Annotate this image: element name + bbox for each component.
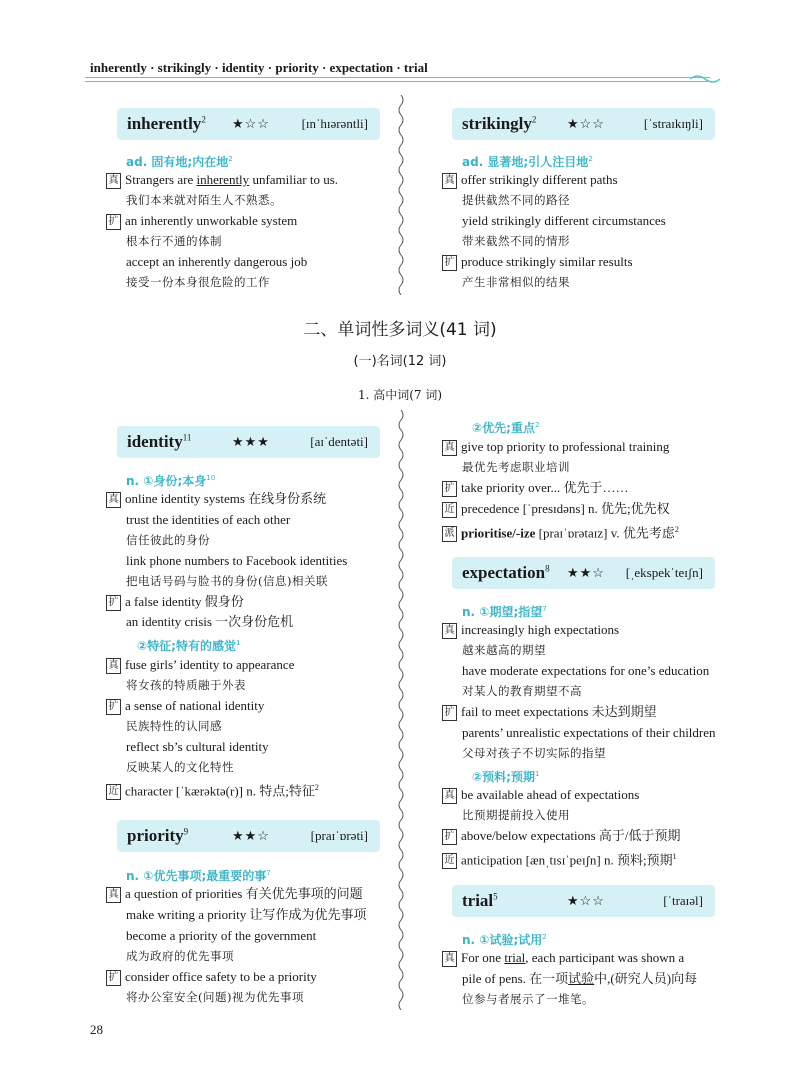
headword: inherently$^2$	[127, 114, 206, 133]
page-number: 28	[90, 1022, 103, 1037]
tag-icon: 扩	[106, 595, 121, 611]
tag-icon: 真	[442, 788, 457, 804]
translation-line: 对某人的教育期望不高	[462, 684, 582, 698]
translation-line: 比预期提前投入使用	[462, 808, 570, 822]
synonym-line: 近 character [ˈkærəktə(r)] n. 特点;特征$^2$	[106, 779, 319, 800]
tag-icon: 扩	[106, 214, 121, 230]
synonym-line: 近 precedence [ˈpresɪdəns] n. 优先;优先权	[442, 500, 670, 518]
tag-icon: 真	[442, 173, 457, 189]
phonetic: [praɪˈɒrəti]	[310, 828, 368, 843]
example-line: 扩 produce strikingly similar results	[442, 253, 633, 271]
phonetic: [ɪnˈhɪərəntli]	[301, 116, 368, 131]
phonetic: [ˈstraɪkɪŋli]	[643, 116, 703, 131]
tag-icon: 真	[106, 887, 121, 903]
tag-icon: 真	[106, 492, 121, 508]
translation-line: 带来截然不同的情形	[462, 234, 570, 248]
entry-card-priority	[117, 820, 380, 852]
column-divider	[397, 95, 405, 295]
tag-icon: 扩	[442, 481, 457, 497]
phonetic: [ˈtraɪəl]	[663, 893, 703, 908]
example-line: 扩 consider office safety to be a priority	[106, 968, 317, 986]
tag-icon: 近	[442, 502, 457, 518]
column-divider-lower	[397, 410, 405, 1010]
translation-line: 反映某人的文化特性	[126, 760, 234, 774]
sense-label: ad. 显著地;引人注目地$^2$	[462, 155, 593, 169]
tag-icon: 真	[442, 951, 457, 967]
tag-icon: 扩	[106, 970, 121, 986]
synonym-line: 近 anticipation [ænˌtɪsɪˈpeɪʃn] n. 预料;预期$^1$	[442, 848, 677, 869]
example-line: become a priority of the government	[126, 928, 317, 943]
tag-icon: 派	[442, 526, 457, 542]
example-line: 真 be available ahead of expectations	[442, 786, 639, 804]
headword: priority$^9$	[127, 826, 189, 845]
sense-label: n. ①试验;试用$^2$	[462, 933, 547, 947]
section-title: 二、单词性多词义(41 词)	[303, 320, 497, 340]
translation-line: 根本行不通的体制	[126, 234, 222, 248]
tag-icon: 扩	[442, 705, 457, 721]
example-line: 扩 take priority over... 优先于……	[442, 479, 629, 497]
sense-label: ②预料;预期$^1$	[472, 770, 540, 784]
example-line: parents’ unrealistic expectations of their children	[462, 725, 716, 740]
headword: trial$^5$	[462, 891, 498, 910]
sense-label: ②优先;重点$^2$	[472, 421, 540, 435]
frequency-stars: ★★☆	[567, 565, 605, 580]
translation-line: 位参与者展示了一堆笔。	[462, 992, 594, 1006]
translation-line: 民族特性的认同感	[126, 719, 222, 733]
example-line: 真 a question of priorities 有关优先事项的问题	[106, 885, 363, 903]
translation-line: 产生非常相似的结果	[462, 275, 570, 289]
sense-label: ②特征;特有的感觉$^1$	[137, 639, 241, 653]
translation-line: 越来越高的期望	[462, 643, 546, 657]
headword: identity$^{11}$	[127, 432, 192, 451]
frequency-stars: ★★★	[232, 434, 270, 449]
translation-line: 把电话号码与脸书的身份(信息)相关联	[126, 574, 328, 588]
example-line: 扩 above/below expectations 高于/低于预期	[442, 827, 681, 845]
example-line: 真 online identity systems 在线身份系统	[106, 490, 326, 508]
phonetic: [aɪˈdentəti]	[310, 434, 368, 449]
tag-icon: 近	[442, 853, 457, 869]
running-header: inherently · strikingly · identity · priority · expectation · trial	[90, 60, 428, 75]
entry-card-strikingly	[452, 108, 715, 140]
example-line: 真 For one trial, each participant was shown a	[442, 949, 684, 967]
example-line: yield strikingly different circumstances	[462, 213, 666, 228]
subsubsection-title: 1. 高中词(7 词)	[357, 388, 443, 402]
frequency-stars: ★☆☆	[567, 116, 605, 131]
example-line: 扩 fail to meet expectations 未达到期望	[442, 703, 657, 721]
example-line: reflect sb’s cultural identity	[126, 739, 269, 754]
example-line: 真 offer strikingly different paths	[442, 171, 618, 189]
entry-card-inherently	[117, 108, 380, 140]
example-line: 真 Strangers are inherently unfamiliar to us.	[106, 171, 338, 189]
translation-line: 父母对孩子不切实际的指望	[462, 746, 606, 760]
sense-label: n. ①期望;指望$^7$	[462, 605, 547, 619]
example-line: 扩 an inherently unworkable system	[106, 212, 297, 230]
frequency-stars: ★★☆	[232, 828, 270, 843]
translation-line: 信任彼此的身份	[126, 533, 210, 547]
translation-line: 将女孩的特质融于外表	[126, 678, 246, 692]
example-line: 扩 a sense of national identity	[106, 697, 264, 715]
example-line: an identity crisis 一次身份危机	[126, 614, 294, 629]
example-line: accept an inherently dangerous job	[126, 254, 308, 269]
tag-icon: 真	[442, 623, 457, 639]
headword: strikingly$^2$	[462, 114, 537, 133]
wave-ornament-icon	[690, 71, 720, 87]
translation-line: 将办公室安全(问题)视为优先事项	[126, 990, 304, 1004]
translation-line: 接受一份本身很危险的工作	[126, 275, 270, 289]
entry-card-expectation	[452, 557, 715, 589]
sense-label: n. ①优先事项;最重要的事$^7$	[126, 869, 271, 883]
example-line: make writing a priority 让写作成为优先事项	[126, 907, 367, 922]
example-line: 真 increasingly high expectations	[442, 621, 619, 639]
translation-line: 我们本来就对陌生人不熟悉。	[126, 193, 282, 207]
tag-icon: 扩	[442, 829, 457, 845]
derivative-line: 派 prioritise/-ize [praɪˈɒrətaɪz] v. 优先考虑$^2$	[442, 521, 679, 542]
phonetic: [ˌekspekˈteɪʃn]	[625, 565, 703, 580]
headword: expectation$^8$	[462, 563, 550, 582]
frequency-stars: ★☆☆	[232, 116, 270, 131]
example-line: have moderate expectations for one’s education	[462, 663, 710, 678]
header-rule	[85, 77, 710, 78]
translation-line: 最优先考虑职业培训	[462, 460, 570, 474]
tag-icon: 扩	[106, 699, 121, 715]
example-line: pile of pens. 在一项试验中,(研究人员)向每	[462, 971, 698, 986]
frequency-stars: ★☆☆	[567, 893, 605, 908]
tag-icon: 真	[106, 658, 121, 674]
translation-line: 成为政府的优先事项	[126, 949, 234, 963]
example-line: link phone numbers to Facebook identities	[126, 553, 348, 568]
entry-card-identity	[117, 426, 380, 458]
tag-icon: 近	[106, 784, 121, 800]
translation-line: 提供截然不同的路径	[462, 193, 570, 207]
sense-label: ad. 固有地;内在地$^2$	[126, 155, 233, 169]
example-line: 真 give top priority to professional training	[442, 438, 669, 456]
subsection-title: (一)名词(12 词)	[353, 354, 447, 369]
header-rule-thin	[85, 81, 710, 82]
tag-icon: 真	[442, 440, 457, 456]
example-line: 真 fuse girls’ identity to appearance	[106, 656, 294, 674]
tag-icon: 真	[106, 173, 121, 189]
example-line: trust the identities of each other	[126, 512, 291, 527]
entry-card-trial	[452, 885, 715, 917]
example-line: 扩 a false identity 假身份	[106, 593, 244, 611]
sense-label: n. ①身份;本身$^{10}$	[126, 474, 216, 488]
tag-icon: 扩	[442, 255, 457, 271]
